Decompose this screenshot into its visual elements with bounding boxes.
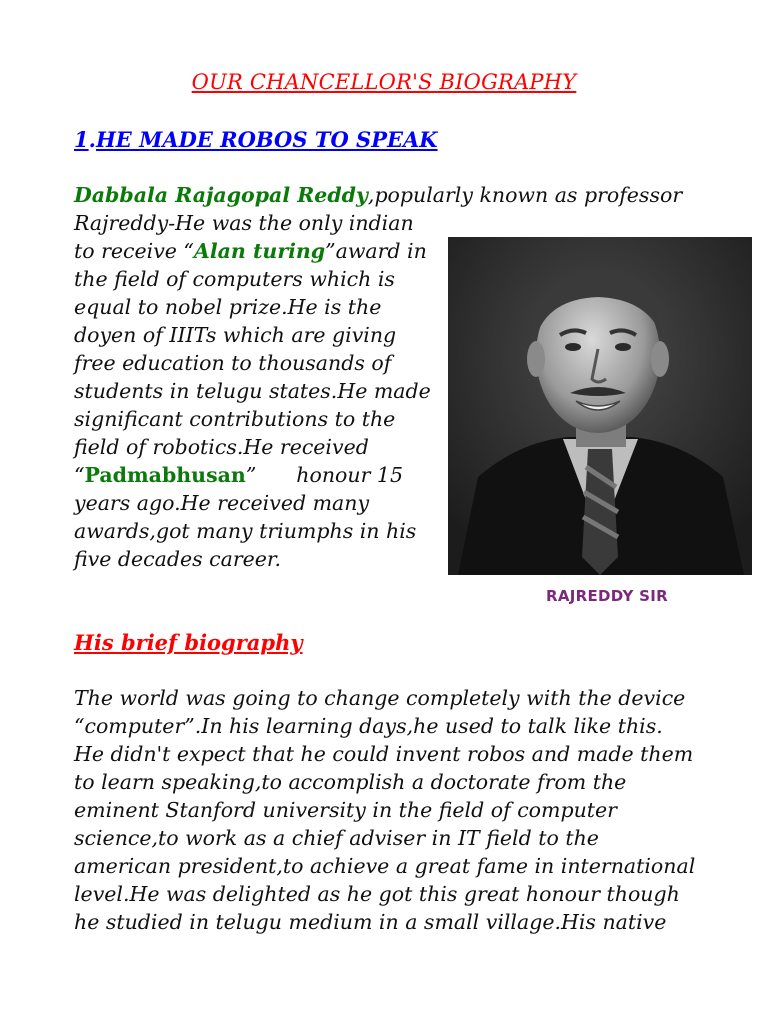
intro-line-4: the field of computers which is — [74, 267, 395, 291]
intro-line-3 — [74, 237, 427, 265]
intro-line-7: free education to thousands of — [74, 351, 392, 375]
biography-line-5: eminent Stanford university in the field of computer — [74, 798, 617, 822]
section-heading-robos — [74, 127, 438, 152]
section-heading-biography: His brief biography — [74, 630, 303, 655]
biography-line-1: The world was going to change completely with the device — [74, 686, 686, 710]
intro-line-1 — [74, 181, 682, 209]
page-title: OUR CHANCELLOR'S BIOGRAPHY — [191, 70, 577, 94]
intro-line-14: five decades career. — [74, 547, 281, 571]
portrait-photo — [448, 237, 752, 575]
biography-line-6: science,to work as a chief adviser in IT field to the — [74, 826, 599, 850]
intro-line-5: equal to nobel prize.He is the — [74, 295, 382, 319]
section-number: 1 — [74, 127, 89, 152]
intro-line-11 — [74, 461, 403, 489]
intro-line-11-pre: “ — [74, 463, 85, 487]
biography-line-7: american president,to achieve a great fame in international — [74, 854, 696, 878]
intro-line-9: significant contributions to the — [74, 407, 396, 431]
intro-line-12: years ago.He received many — [74, 491, 370, 515]
intro-line-11-post: ” — [245, 463, 257, 487]
intro-line-13: awards,got many triumphs in his — [74, 519, 417, 543]
intro-line-8: students in telugu states.He made — [74, 379, 431, 403]
biography-line-3: He didn't expect that he could invent robos and made them — [74, 742, 694, 766]
section-heading-text: HE MADE ROBOS TO SPEAK — [95, 127, 438, 152]
biography-line-2: “computer”.In his learning days,he used to talk like this. — [74, 714, 663, 738]
section-number-separator: . — [88, 127, 96, 152]
award-highlight: Alan turing — [193, 239, 326, 263]
biography-line-9: he studied in telugu medium in a small village.His native — [74, 910, 667, 934]
intro-line-1-rest: ,popularly known as professor — [367, 183, 683, 207]
honour-highlight: Padmabhusan — [84, 463, 246, 487]
biography-line-8: level.He was delighted as he got this great honour though — [74, 882, 680, 906]
photo-caption: RAJREDDY SIR — [546, 587, 668, 605]
biography-line-4: to learn speaking,to accomplish a doctorate from the — [74, 770, 627, 794]
intro-line-10: field of robotics.He received — [74, 435, 369, 459]
intro-line-3-post: ”award in — [325, 239, 427, 263]
intro-line-6: doyen of IIITs which are giving — [74, 323, 397, 347]
name-highlight: Dabbala Rajagopal Reddy — [74, 183, 368, 207]
intro-line-2: Rajreddy-He was the only indian — [74, 211, 414, 235]
intro-line-11-tail: honour 15 — [296, 463, 403, 487]
intro-line-3-pre: to receive “ — [74, 239, 194, 263]
